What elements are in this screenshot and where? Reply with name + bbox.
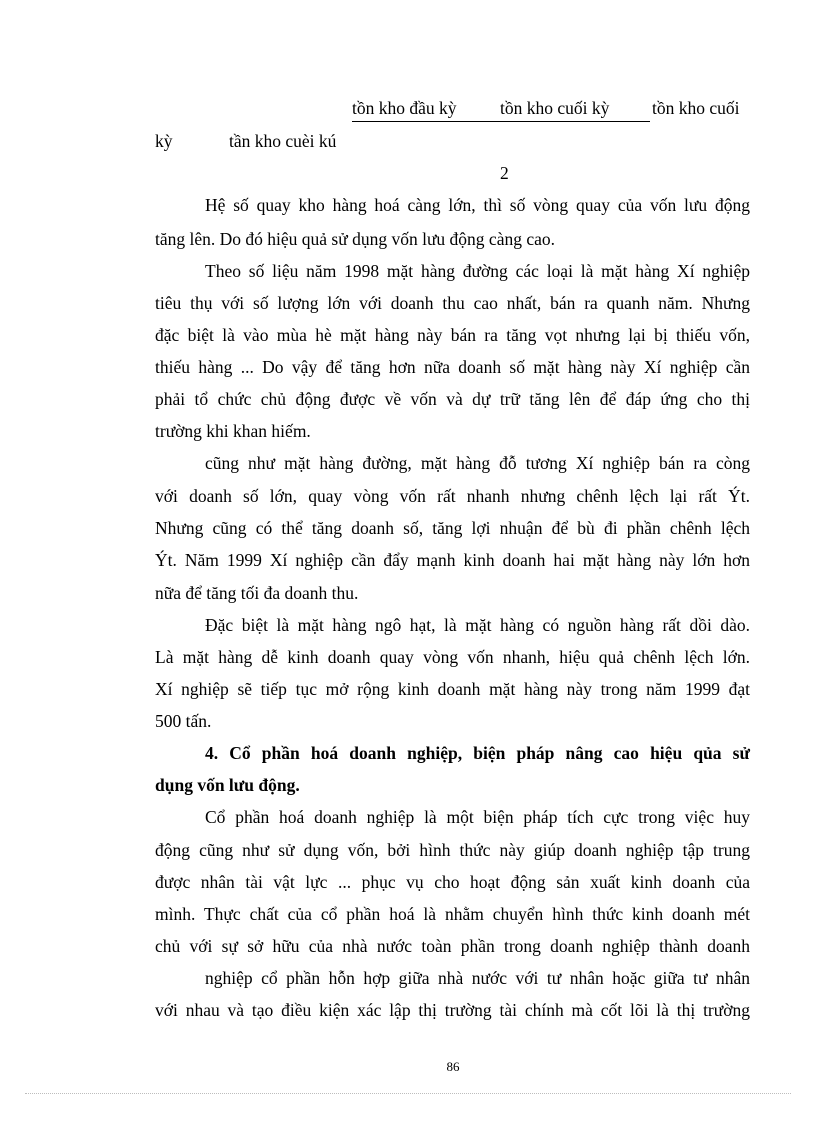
- paragraph3-line: cũng như mặt hàng đường, mặt hàng đỗ tương Xí nghiệp bán ra còng: [205, 453, 750, 473]
- paragraph2-line: tiêu thụ với số lượng lớn với doanh thu cao nhất, bán ra quanh năm. Nhưng: [155, 293, 750, 313]
- paragraph3-line: nữa để tăng tối đa doanh thu.: [155, 583, 359, 603]
- paragraph5-line: Cổ phần hoá doanh nghiệp là một biện pháp tích cực trong việc huy: [205, 807, 750, 827]
- formula-line2-word2: tần kho cuèi kú: [229, 131, 337, 151]
- formula-after-fraction: tồn kho cuối: [652, 98, 740, 118]
- paragraph5-line: chủ với sự sở hữu của nhà nước toàn phần trong doanh nghiệp thành doanh: [155, 936, 750, 956]
- paragraph1-line: tăng lên. Do đó hiệu quả sử dụng vốn lưu động càng cao.: [155, 229, 556, 249]
- page-number: 86: [446, 1059, 460, 1074]
- section-heading: dụng vốn lưu động.: [155, 775, 300, 795]
- formula-line2-word1: kỳ: [155, 131, 173, 151]
- paragraph2-line: đặc biệt là vào mùa hè mặt hàng này bán ra tăng vọt nhưng lại bị thiếu vốn,: [155, 325, 750, 345]
- paragraph2-line: trường khi khan hiếm.: [155, 421, 311, 441]
- paragraph1-line: Hệ số quay kho hàng hoá càng lớn, thì số vòng quay của vốn lưu động: [205, 195, 750, 215]
- paragraph5-line: động cũng như sử dụng vốn, bởi hình thức này giúp doanh nghiệp tập trung: [155, 840, 750, 860]
- paragraph2-line: Theo số liệu năm 1998 mặt hàng đường các loại là mặt hàng Xí nghiệp: [205, 261, 750, 281]
- paragraph2-line: phải tổ chức chủ động được về vốn và dự trữ tăng lên để đáp ứng cho thị: [155, 389, 750, 409]
- paragraph4-line: Xí nghiệp sẽ tiếp tục mở rộng kinh doanh mặt hàng này trong năm 1999 đạt: [155, 679, 750, 699]
- paragraph6-line: nghiệp cổ phần hỗn hợp giữa nhà nước với tư nhân hoặc giữa tư nhân: [205, 968, 750, 988]
- paragraph6-line: với nhau và tạo điều kiện xác lập thị trường tài chính mà cốt lõi là thị trường: [155, 1000, 750, 1020]
- section-heading: 4. Cổ phần hoá doanh nghiệp, biện pháp nâng cao hiệu qủa sử: [205, 743, 750, 763]
- footer-divider: [25, 1093, 791, 1094]
- formula-numerator-part2: tồn kho cuối kỳ: [500, 98, 610, 118]
- paragraph3-line: Ýt. Năm 1999 Xí nghiệp cần đẩy mạnh kinh doanh hai mặt hàng này lớn hơn: [155, 550, 750, 570]
- paragraph3-line: với doanh số lớn, quay vòng vốn rất nhanh nhưng chênh lệch lại rất Ýt.: [155, 486, 750, 506]
- paragraph5-line: được nhân tài vật lực ... phục vụ cho hoạt động sản xuất kinh doanh của: [155, 872, 750, 892]
- paragraph4-line: Đặc biệt là mặt hàng ngô hạt, là mặt hàng có nguồn hàng rất dồi dào.: [205, 615, 750, 635]
- paragraph2-line: thiếu hàng ... Do vậy để tăng hơn nữa doanh số mặt hàng này Xí nghiệp cần: [155, 357, 750, 377]
- formula-denominator: 2: [500, 163, 509, 183]
- paragraph5-line: mình. Thực chất của cổ phần hoá là nhằm chuyển hình thức kinh doanh mét: [155, 904, 750, 924]
- formula-numerator-part1: tồn kho đầu kỳ: [352, 98, 457, 118]
- paragraph4-line: 500 tấn.: [155, 711, 212, 731]
- paragraph4-line: Là mặt hàng dễ kinh doanh quay vòng vốn nhanh, hiệu quả chênh lệch lớn.: [155, 647, 750, 667]
- paragraph3-line: Nhưng cũng có thể tăng doanh số, tăng lợi nhuận để bù đi phần chênh lệch: [155, 518, 750, 538]
